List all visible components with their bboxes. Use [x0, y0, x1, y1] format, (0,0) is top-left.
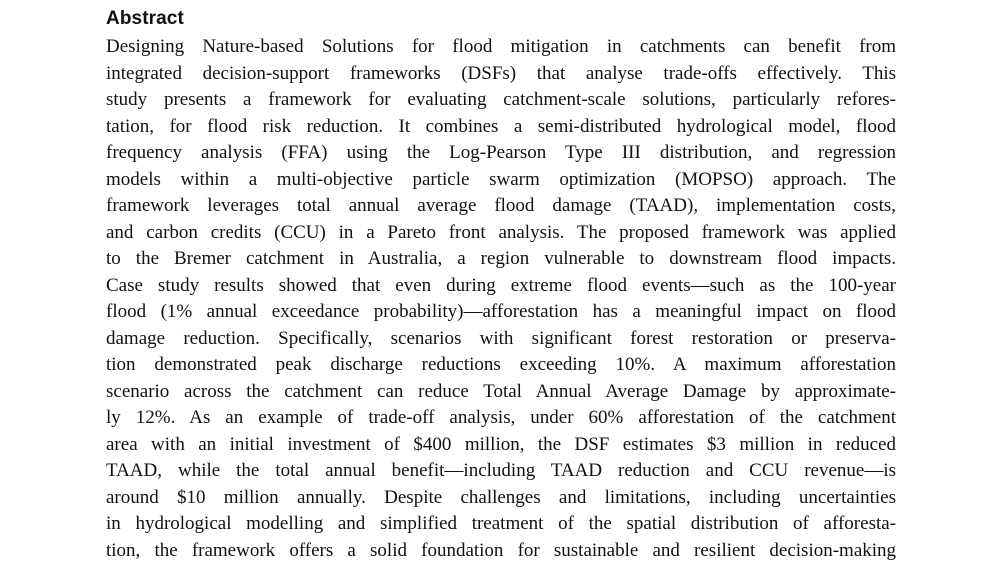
abstract-line: integrated decision-support frameworks (DSFs) that analyse trade-offs effectively. This: [106, 62, 897, 84]
abstract-line: tion demonstrated peak discharge reductions exceeding 10%. A maximum afforestation: [106, 354, 896, 375]
abstract-line: damage reduction. Specifically, scenarios with significant forest restoration or preserva-: [106, 327, 896, 349]
abstract-line: Case study results showed that even during extreme flood events—such as the 100-year: [106, 274, 896, 296]
abstract-line: area with an initial investment of $400 million, the DSF estimates $3 million in reduced: [106, 433, 896, 455]
abstract-line: study presents a framework for evaluating catchment-scale solutions, particularly refores-: [106, 89, 896, 110]
abstract-line: to the Bremer catchment in Australia, a region vulnerable to downstream flood impacts.: [106, 248, 897, 269]
abstract-line: Designing Nature-based Solutions for flood mitigation in catchments can benefit from: [106, 36, 897, 57]
abstract-body: [106, 34, 896, 562]
abstract-line: TAAD, while the total annual benefit—including TAAD reduction and CCU revenue—is: [106, 460, 897, 481]
abstract-line: scenario across the catchment can reduce Total Annual Average Damage by approximate-: [106, 380, 896, 402]
abstract-line: models within a multi-objective particle swarm optimization (MOPSO) approach. The: [106, 168, 896, 190]
abstract-line: tation, for flood risk reduction. It combines a semi-distributed hydrological model, flood: [106, 115, 896, 137]
abstract-line: and carbon credits (CCU) in a Pareto front analysis. The proposed framework was applied: [106, 221, 896, 243]
abstract-line: framework leverages total annual average flood damage (TAAD), implementation costs,: [106, 195, 896, 216]
abstract-line: in hydrological modelling and simplified treatment of the spatial distribution of afforesta-: [106, 513, 896, 534]
abstract-line: frequency analysis (FFA) using the Log-Pearson Type III distribution, and regression: [106, 142, 896, 163]
abstract-line: around $10 million annually. Despite challenges and limitations, including uncertainties: [106, 486, 896, 508]
abstract-line: flood (1% annual exceedance probability)—afforestation has a meaningful impact on flood: [106, 301, 897, 322]
abstract-heading: Abstract: [106, 8, 184, 29]
abstract-line: ly 12%. As an example of trade-off analysis, under 60% afforestation of the catchment: [106, 407, 896, 428]
abstract-line: tion, the framework offers a solid foundation for sustainable and resilient decision-making: [106, 539, 897, 561]
